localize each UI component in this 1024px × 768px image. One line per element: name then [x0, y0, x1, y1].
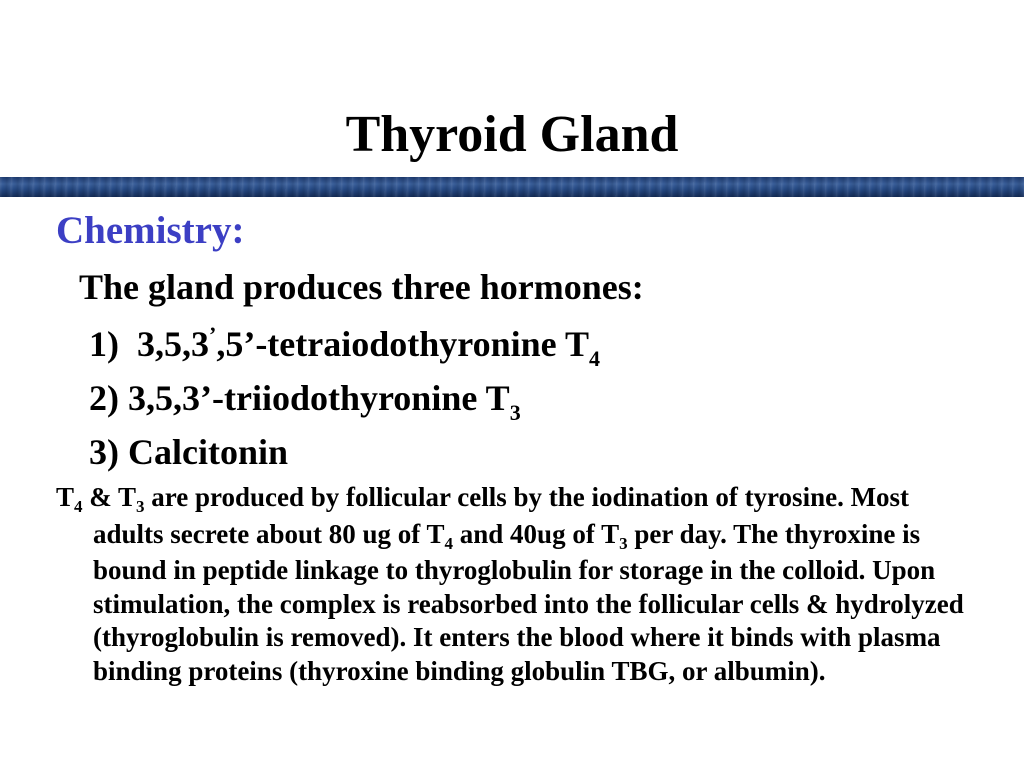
subscript: 3: [136, 497, 145, 516]
paragraph-text: & T: [82, 482, 137, 512]
subscript: 4: [588, 346, 600, 371]
hormone-name-part: 3,5,3: [137, 324, 209, 364]
hormone-number: 1): [89, 324, 119, 364]
paragraph-text: are produced by follicular cells by the iodination of tyrosine. Most adults secrete about 80 ug of T: [93, 482, 910, 549]
intro-text: The gland produces three hormones:: [79, 267, 644, 307]
section-heading: Chemistry:: [56, 209, 245, 252]
hormone-number: 3): [89, 432, 119, 472]
hormone-item-calcitonin: [89, 427, 288, 477]
hormone-item-t3: [89, 373, 521, 428]
body-paragraph: [56, 481, 968, 688]
subscript: 4: [444, 533, 454, 553]
paragraph-text: and 40ug of T: [453, 518, 620, 549]
prime-mark: ’: [209, 322, 217, 347]
hormone-name: 3,5,3’-triiodothyronine T: [128, 378, 510, 418]
subscript: 3: [619, 533, 628, 553]
slide-title: Thyroid Gland: [345, 106, 679, 163]
hormone-item-t4: [89, 319, 600, 374]
subscript: 4: [74, 497, 83, 516]
title-divider-bar: [0, 177, 1024, 197]
hormone-name-part: ,5’-tetraiodothyronine T: [216, 324, 589, 364]
hormone-number: 2): [89, 378, 119, 418]
paragraph-text: per day. The thyroxine is bound in peptide linkage to thyroglobulin for storage in the colloid. Upon stimulation, the complex is reabsorbed into the follicular cells & hydrolyzed (thyroglobulin is removed). It enters the blood where it binds with plasma binding proteins (thyroxine binding globulin TBG, or albumin).: [93, 518, 964, 686]
paragraph-text: T: [56, 482, 75, 512]
subscript: 3: [509, 400, 521, 425]
hormone-name: Calcitonin: [128, 432, 289, 472]
